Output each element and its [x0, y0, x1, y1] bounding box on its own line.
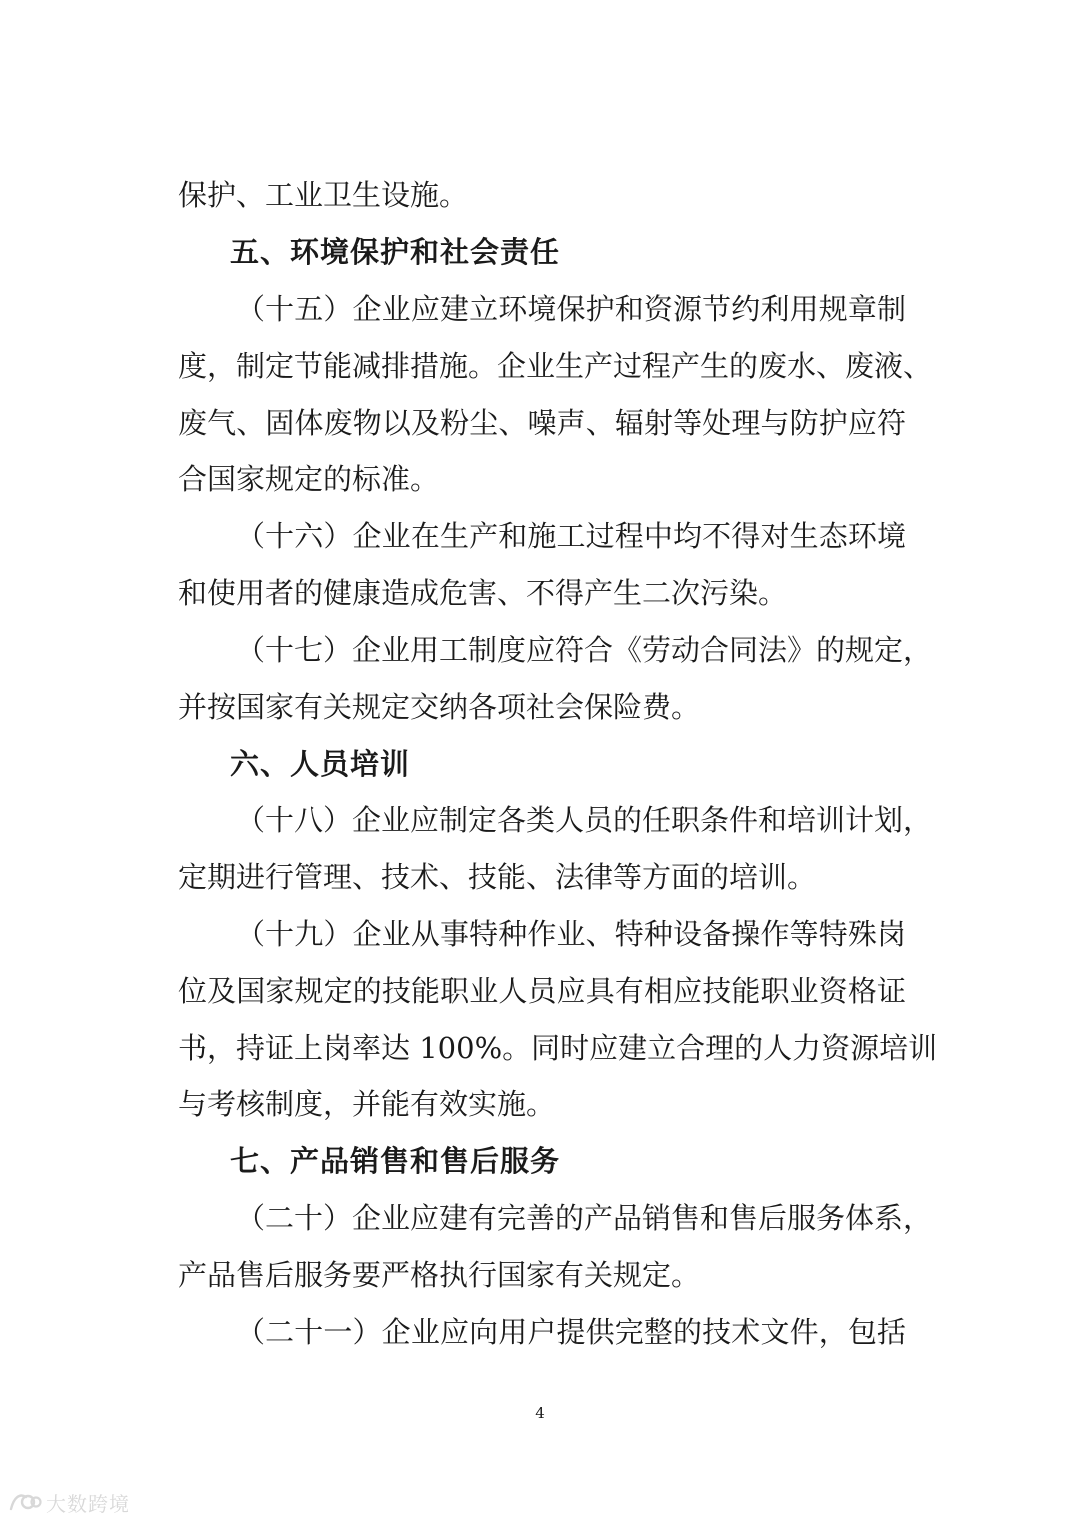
section-heading-6: 六、人员培训 — [230, 747, 411, 781]
section-heading-5: 五、环境保护和社会责任 — [230, 235, 561, 269]
page-number: 4 — [535, 1404, 545, 1422]
text-line: （十七）企业用工制度应符合《劳动合同法》的规定， — [236, 633, 933, 667]
text-line: （十八）企业应制定各类人员的任职条件和培训计划， — [236, 803, 933, 837]
watermark-text: 大数跨境 — [46, 1491, 130, 1516]
text-line: 和使用者的健康造成危害、不得产生二次污染。 — [178, 576, 788, 610]
text-line: 合国家规定的标准。 — [178, 462, 440, 496]
text-line: （十九）企业从事特种作业、特种设备操作等特殊岗 — [236, 917, 906, 951]
text-line: （二十一）企业应向用户提供完整的技术文件，包括 — [236, 1315, 906, 1349]
text-line: 保护、工业卫生设施。 — [178, 178, 469, 212]
text-line: 度，制定节能减排措施。企业生产过程产生的废水、废液、 — [178, 349, 933, 383]
text-line: （十六）企业在生产和施工过程中均不得对生态环境 — [236, 519, 906, 553]
watermark — [8, 1488, 130, 1516]
text-line: 产品售后服务要严格执行国家有关规定。 — [178, 1258, 701, 1292]
watermark-logo-icon — [8, 1489, 42, 1515]
text-line: （二十）企业应建有完善的产品销售和售后服务体系， — [236, 1201, 933, 1235]
text-line: 位及国家规定的技能职业人员应具有相应技能职业资格证 — [178, 974, 906, 1008]
text-line: 废气、固体废物以及粉尘、噪声、辐射等处理与防护应符 — [178, 406, 906, 440]
text-line: 并按国家有关规定交纳各项社会保险费。 — [178, 690, 701, 724]
section-heading-7: 七、产品销售和售后服务 — [230, 1144, 561, 1178]
text-line: （十五）企业应建立环境保护和资源节约利用规章制 — [236, 292, 906, 326]
text-line: 定期进行管理、技术、技能、法律等方面的培训。 — [178, 860, 817, 894]
text-line: 与考核制度，并能有效实施。 — [178, 1087, 556, 1121]
text-line: 书，持证上岗率达 100%。同时应建立合理的人力资源培训 — [178, 1031, 938, 1065]
